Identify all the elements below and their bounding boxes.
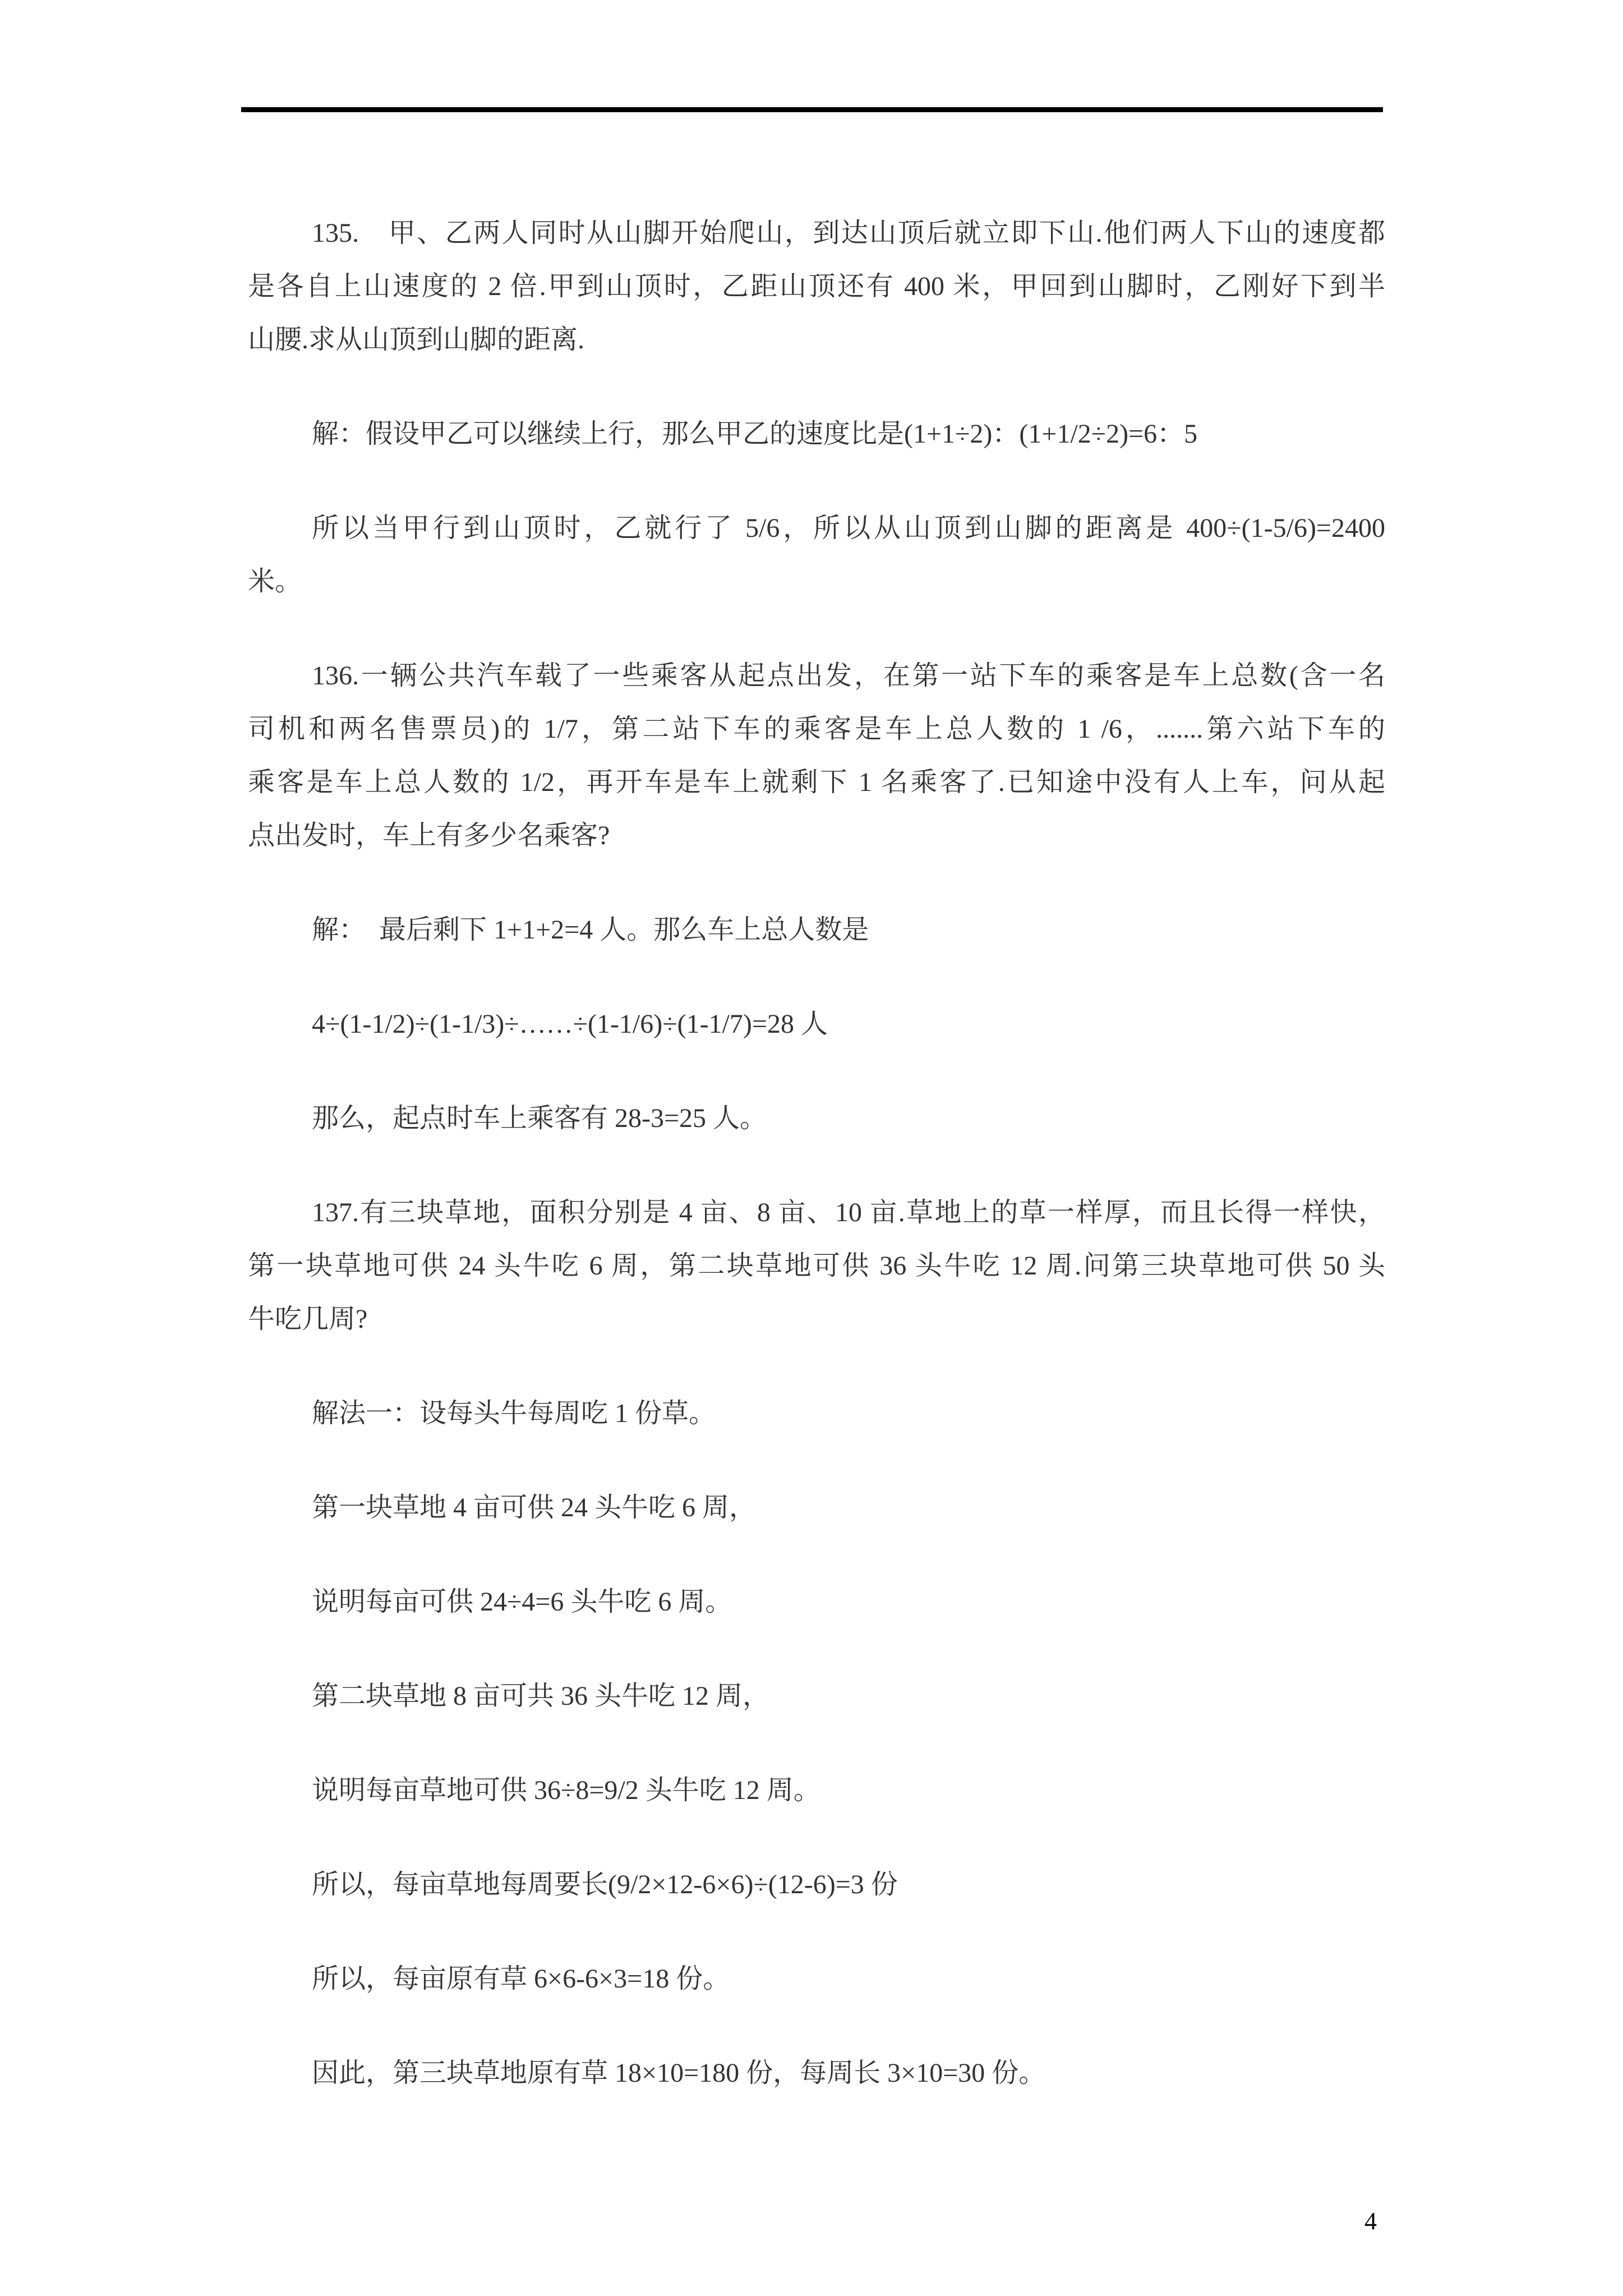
text-line: 牛吃几周? [248,1304,368,1334]
paragraph [248,206,1385,366]
paragraph [248,2046,1385,2100]
text-line: 那么，起点时车上乘客有 28-3=25 人。 [312,1103,767,1133]
text-line: 137.有三块草地，面积分别是 4 亩、8 亩、10 亩.草地上的草一样厚，而且长得一样快， [312,1198,1385,1227]
paragraph [248,1186,1385,1346]
text-line: 第一块草地 4 亩可供 24 头牛吃 6 周， [312,1493,757,1522]
page-number: 4 [1364,2207,1377,2235]
text-line: 山腰.求从山顶到山脚的距离. [248,325,585,355]
paragraph [248,1764,1385,1817]
paragraph [248,407,1385,461]
text-line: 135. 甲、乙两人同时从山脚开始爬山，到达山顶后就立即下山.他们两人下山的速度都 [312,218,1385,248]
paragraph [248,903,1385,956]
text-line: 解：假设甲乙可以继续上行，那么甲乙的速度比是(1+1÷2)：(1+1/2÷2)=6：5 [312,419,1198,449]
text-line: 解法一：设每头牛每周吃 1 份草。 [312,1398,716,1428]
paragraph [248,649,1385,862]
text-line: 所以，每亩原有草 6×6-6×3=18 份。 [312,1964,730,1994]
text-line: 说明每亩草地可供 36÷8=9/2 头牛吃 12 周。 [312,1775,820,1805]
paragraph [248,1481,1385,1534]
document-body [248,206,1385,2100]
text-line: 乘客是车上总人数的 1/2，再开车是车上就剩下 1 名乘客了.已知途中没有人上车，问从起 [248,767,1385,797]
text-line: 解： 最后剩下 1+1+2=4 人。那么车上总人数是 [312,915,869,945]
paragraph [248,1092,1385,1145]
text-line: 4÷(1-1/2)÷(1-1/3)÷……÷(1-1/6)÷(1-1/7)=28 人 [312,1009,828,1039]
text-line: 第二块草地 8 亩可共 36 头牛吃 12 周， [312,1681,770,1711]
paragraph [248,1858,1385,1911]
text-line: 所以当甲行到山顶时，乙就行了 5/6，所以从山顶到山脚的距离是 400÷(1-5/6)=2400 [312,513,1385,543]
paragraph [248,1387,1385,1440]
paragraph [248,1952,1385,2005]
paragraph [248,1669,1385,1723]
text-line: 司机和两名售票员)的 1/7，第二站下车的乘客是车上总人数的 1 /6，.......第六站下车的 [248,714,1385,744]
header-rule [241,107,1383,112]
paragraph [248,1575,1385,1628]
paragraph [248,997,1385,1051]
text-line: 136.一辆公共汽车载了一些乘客从起点出发，在第一站下车的乘客是车上总数(含一名 [312,661,1385,691]
text-line: 所以，每亩草地每周要长(9/2×12-6×6)÷(12-6)=3 份 [312,1870,898,1899]
text-line: 因此，第三块草地原有草 18×10=180 份，每周长 3×10=30 份。 [312,2058,1046,2088]
text-line: 说明每亩可供 24÷4=6 头牛吃 6 周。 [312,1587,732,1617]
paragraph [248,501,1385,608]
text-line: 第一块草地可供 24 头牛吃 6 周，第二块草地可供 36 头牛吃 12 周.问第三块草地可供 50 头 [248,1251,1385,1281]
text-line: 是各自上山速度的 2 倍.甲到山顶时，乙距山顶还有 400 米，甲回到山脚时，乙刚好下到半 [248,272,1385,301]
text-line: 米。 [248,567,302,596]
text-line: 点出发时，车上有多少名乘客? [248,821,610,850]
